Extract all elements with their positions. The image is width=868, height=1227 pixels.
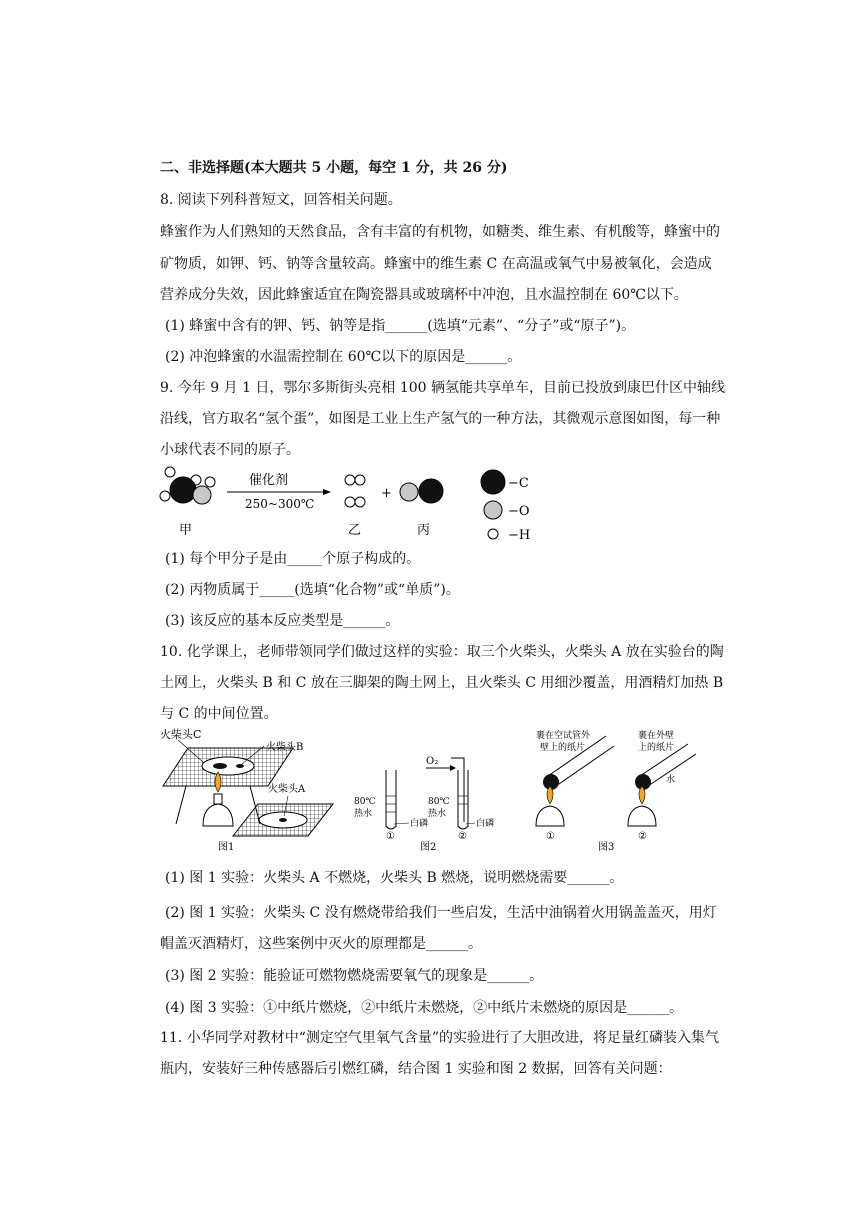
label-circle2-fig2: ② [458, 831, 467, 842]
q9-stem-line-2: 沿线，官方取名“氢个蛋”，如图是工业上生产氢气的一种方法，其微观示意图如图，每一种 [160, 411, 721, 427]
q8-passage-line-2: 矿物质，如钾、钙、钠等含量较高。蜂蜜中的维生素 C 在高温或氧气中易被氧化，会造成 [160, 256, 712, 272]
q10-sub1: (1) 图 1 实验：火柴头 A 不燃烧，火柴头 B 燃烧，说明燃烧需要______。 [165, 870, 624, 886]
label-paper-outside-2: 壁上的纸片 [540, 743, 586, 753]
legend-h: −H [508, 528, 531, 543]
figure-3 [536, 729, 696, 853]
q8-passage-line-3: 营养成分失效，因此蜂蜜适宜在陶瓷器具或玻璃杯中冲泡，且水温控制在 60℃以下。 [160, 287, 688, 303]
q11-stem-line-1: 11. 小华同学对教材中“测定空气里氧气含量”的实验进行了大胆改进，将足量红磷装入集气 [160, 1030, 720, 1046]
label-water: 水 [666, 775, 676, 785]
label-white-p-1: 白磷 [410, 819, 429, 829]
molecule-yi [345, 475, 365, 507]
label-match-c: 火柴头C [160, 728, 202, 741]
q9-reaction-diagram [155, 462, 545, 548]
label-circle1-fig2: ① [386, 831, 395, 842]
label-water-temp-1: 80℃ [354, 797, 376, 807]
q11-stem-line-2: 瓶内，安装好三种传感器后引燃红磷，结合图 1 实验和图 2 数据，回答有关问题： [160, 1061, 672, 1077]
q10-stem-line-2: 土网上，火柴头 B 和 C 放在三脚架的陶土网上，且火柴头 C 用细沙覆盖，用酒精灯加热 B [160, 675, 724, 691]
legend-o: −O [508, 504, 530, 519]
q10-sub3: (3) 图 2 实验：能验证可燃物燃烧需要氧气的现象是______。 [165, 968, 544, 984]
q9-stem-line-3: 小球代表不同的原子。 [160, 442, 300, 458]
q8-passage-line-1: 蜂蜜作为人们熟知的天然食品，含有丰富的有机物，如糖类、维生素、有机酸等，蜂蜜中的 [160, 224, 720, 240]
q9-stem-line-1: 9. 今年 9 月 1 日，鄂尔多斯街头亮相 100 辆氢能共享单车，目前已投放到康巴什区中轴线 [160, 380, 726, 396]
q10-sub4: (4) 图 3 实验：①中纸片燃烧，②中纸片未燃烧，②中纸片未燃烧的原因是______。 [165, 1000, 684, 1016]
label-bing: 丙 [417, 523, 431, 538]
label-yi: 乙 [348, 523, 362, 538]
label-hot-water-1: 热水 [354, 809, 373, 819]
label-o2: O₂ [426, 756, 439, 767]
label-circle1-fig3: ① [546, 831, 555, 842]
section-title: 二、非选择题(本大题共 5 小题，每空 1 分，共 26 分) [160, 160, 508, 176]
atom-legend [481, 470, 530, 543]
plus-sign: + [381, 486, 392, 501]
label-jia: 甲 [179, 523, 193, 538]
q10-stem-line-1: 10. 化学课上，老师带领同学们做过这样的实验：取三个火柴头，火柴头 A 放在实验台的陶 [160, 644, 724, 660]
q9-sub2: (2) 丙物质属于_____(选填“化合物”或“单质”)。 [165, 582, 460, 598]
q8-stem: 8. 阅读下列科普短文，回答相关问题。 [160, 192, 402, 208]
label-circle2-fig3: ② [638, 831, 647, 842]
figure-1 [160, 727, 333, 853]
label-paper-water-2: 上的纸片 [638, 743, 675, 753]
label-white-p-2: 白磷 [476, 819, 495, 829]
label-fig3: 图3 [598, 842, 615, 853]
q9-sub1: (1) 每个甲分子是由_____个原子构成的。 [165, 551, 421, 567]
q9-sub3: (3) 该反应的基本反应类型是______。 [165, 613, 400, 629]
figure-2 [354, 756, 494, 853]
q8-sub1: (1) 蜂蜜中含有的钾、钙、钠等是指______(选填“元素”、“分子”或“原子”)。 [165, 318, 636, 334]
label-hot-water-2: 热水 [428, 809, 447, 819]
q10-sub2-line-1: (2) 图 1 实验：火柴头 C 没有燃烧带给我们一些启发，生活中油锅着火用锅盖盖灭，用灯 [165, 905, 717, 921]
label-fig2: 图2 [420, 842, 437, 853]
label-match-b: 火柴头B [266, 742, 304, 753]
q10-stem-line-3: 与 C 的中间位置。 [160, 706, 278, 722]
label-fig1: 图1 [218, 842, 235, 853]
molecule-bing [400, 479, 443, 503]
q10-experiment-figures [158, 726, 708, 856]
molecule-jia [160, 467, 215, 504]
catalyst-label: 催化剂 [249, 473, 289, 488]
temperature-label: 250~300℃ [245, 497, 315, 511]
q10-sub2-line-2: 帽盖灭酒精灯，这些案例中灭火的原理都是______。 [160, 936, 482, 952]
legend-c: −C [508, 476, 529, 491]
q8-sub2: (2) 冲泡蜂蜜的水温需控制在 60℃以下的原因是______。 [165, 349, 522, 365]
label-match-a: 火柴头A [268, 784, 306, 795]
label-water-temp-2: 80℃ [428, 797, 450, 807]
label-paper-water: 裹在外壁 [638, 731, 675, 741]
label-paper-outside: 裹在空试管外 [536, 731, 591, 741]
